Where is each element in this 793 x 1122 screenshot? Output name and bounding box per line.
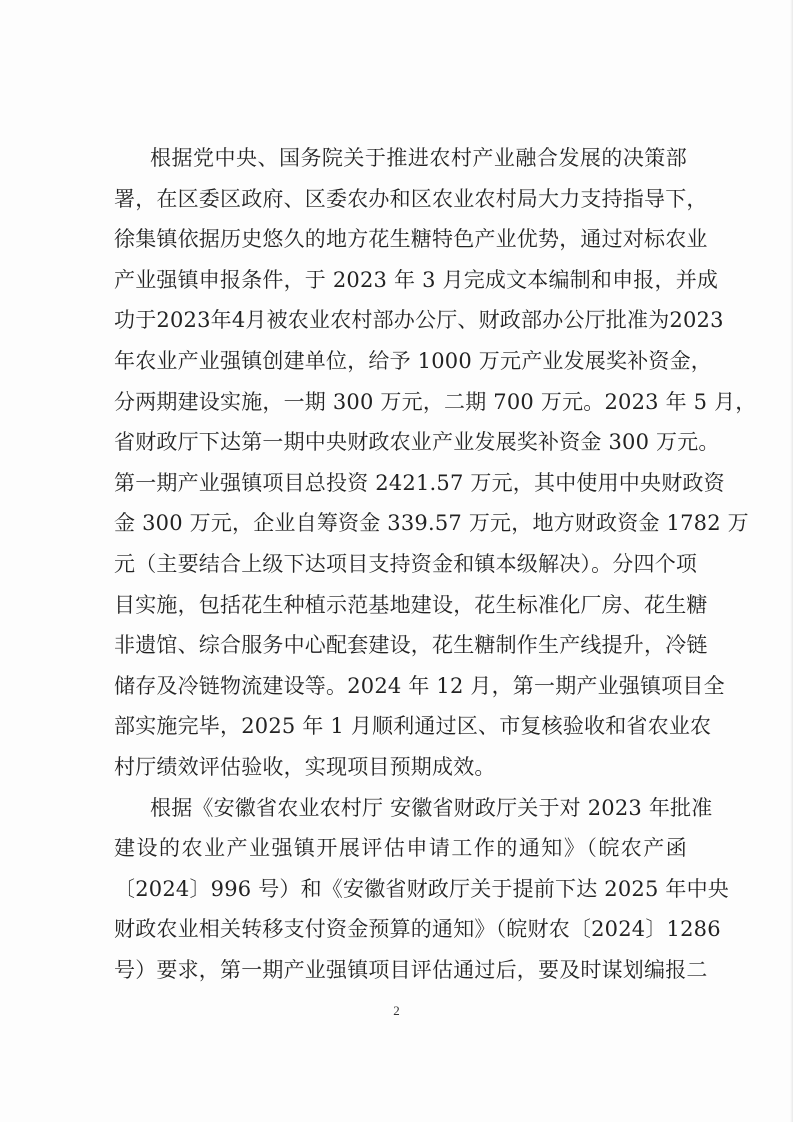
text-line: 分两期建设实施，一期 300 万元，二期 700 万元。2023 年 5 月， [114, 389, 757, 414]
text-line: 目实施，包括花生种植示范基地建设，花生标准化厂房、花生糖 [114, 592, 708, 617]
text-line: 财政农业相关转移支付资金预算的通知》（皖财农〔2024〕1286 [114, 917, 721, 942]
text-line: 年农业产业强镇创建单位，给予 1000 万元产业发展奖补资金， [114, 348, 712, 373]
text-line: 第一期产业强镇项目总投资 2421.57 万元，其中使用中央财政资 [114, 470, 725, 495]
text-line: 根据党中央、国务院关于推进农村产业融合发展的决策部 [150, 146, 687, 170]
text-line: 省财政厅下达第一期中央财政农业产业发展奖补资金 300 万元。 [114, 430, 720, 455]
paragraph-1 [114, 138, 757, 788]
text-line: 根据《安徽省农业农村厅 安徽省财政厅关于对 2023 年批准 [150, 795, 713, 820]
text-line: 元（主要结合上级下达项目支持资金和镇本级解决）。分四个项 [114, 551, 698, 576]
text-line: 村厅绩效评估验收，实现项目预期成效。 [114, 754, 496, 779]
text-line: 产业强镇申报条件，于 2023 年 3 月完成文本编制和申报，并成 [114, 267, 719, 292]
page-number: 2 [393, 1003, 400, 1018]
paragraph-2 [114, 788, 729, 991]
text-line: 储存及冷链物流建设等。2024 年 12 月，第一期产业强镇项目全 [114, 673, 725, 698]
text-line: 非遗馆、综合服务中心配套建设，花生糖制作生产线提升，冷链 [114, 633, 708, 658]
text-line: 署，在区委区政府、区委农办和区农业农村局大力支持指导下， [114, 186, 708, 211]
text-line: 号）要求，第一期产业强镇项目评估通过后，要及时谋划编报二 [114, 957, 708, 982]
text-line: 徐集镇依据历史悠久的地方花生糖特色产业优势，通过对标农业 [114, 227, 708, 252]
text-line: 部实施完毕，2025 年 1 月顺利通过区、市复核验收和省农业农 [114, 714, 712, 739]
text-line: 建设的农业产业强镇开展评估申请工作的通知》（皖农产函 [114, 836, 687, 861]
text-line: 〔2024〕996 号）和《安徽省财政厅关于提前下达 2025 年中央 [114, 876, 729, 901]
text-line: 功于2023年4月被农业农村部办公厅、财政部办公厅批准为2023 [114, 308, 724, 333]
text-line: 金 300 万元，企业自筹资金 339.57 万元，地方财政资金 1782 万 [114, 511, 749, 536]
body-text [114, 138, 757, 990]
